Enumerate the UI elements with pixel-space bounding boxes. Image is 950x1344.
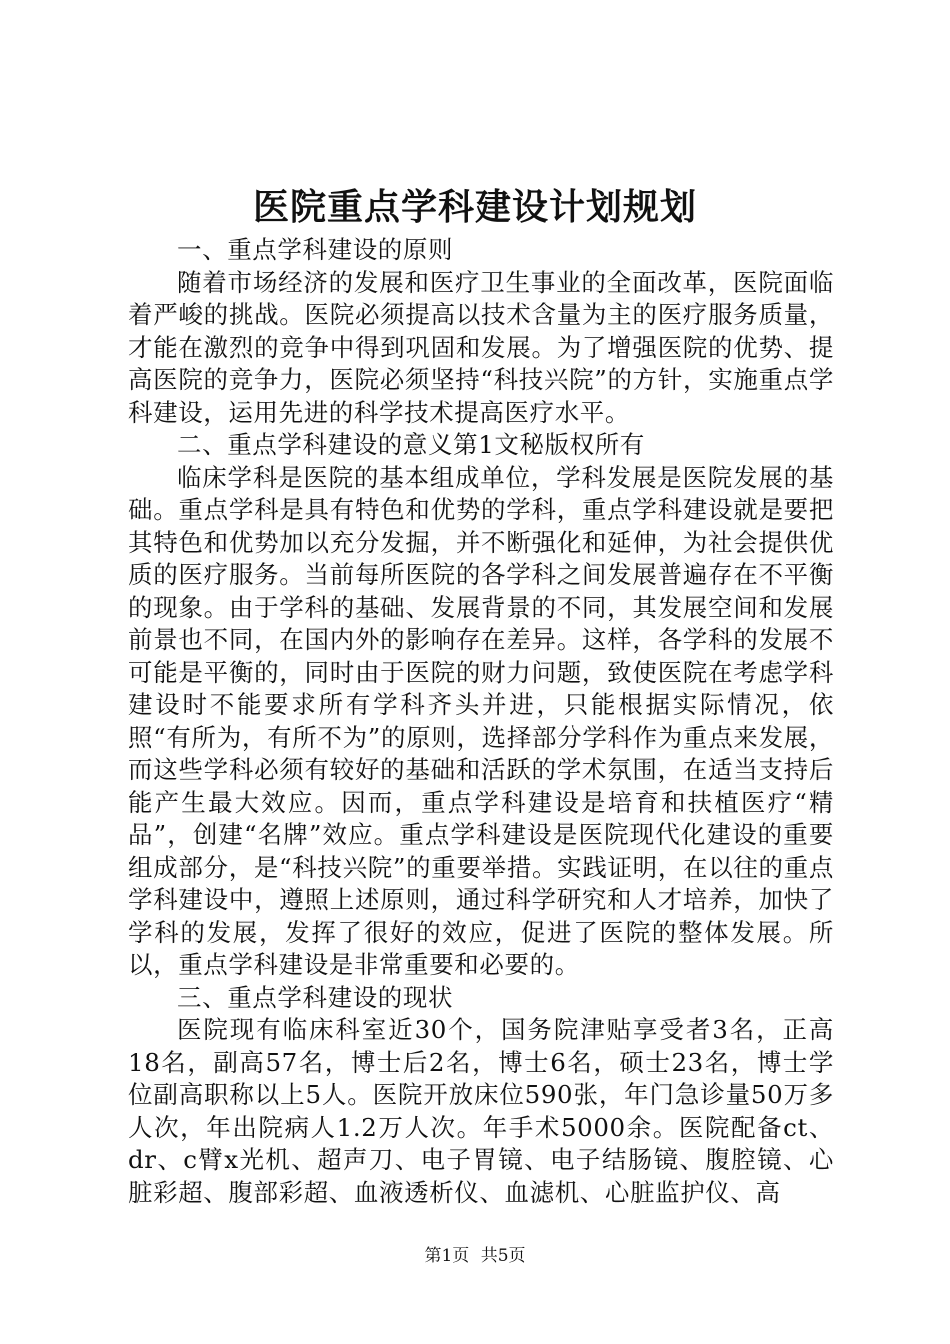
section-heading-3: 三、重点学科建设的现状	[177, 982, 454, 1012]
paragraph-1: 随着市场经济的发展和医疗卫生事业的全面改革，医院面临着严峻的挑战。医院必须提高以技术含量为主的医疗服务质量，才能在激烈的竞争中得到巩固和发展。为了增强医院的优势、提高医院的竞争力，医院必须坚持“科技兴院”的方针，实施重点学科建设，运用先进的科学技术提高医疗水平。	[128, 267, 834, 427]
page-total: 共5页	[480, 1246, 526, 1266]
paragraph-3: 医院现有临床科室近30个，国务院津贴享受者3名，正高18名，副高57名，博士后2名，博士6名，硕士23名，博士学位副高职称以上5人。医院开放床位590张，年门急诊量50万多人次，年出院病人1.2万人次。年手术5000余。医院配备ct、dr、c臂x光机、超声刀、电子胃镜、电子结肠镜、腹腔镜、心脏彩超、腹部彩超、血液透析仪、血滤机、心脏监护仪、高	[128, 1015, 834, 1207]
page-number: 第1页	[424, 1246, 470, 1266]
page-footer	[0, 1244, 950, 1268]
section-heading-1: 一、重点学科建设的原则	[177, 235, 454, 264]
paragraph-2: 临床学科是医院的基本组成单位，学科发展是医院发展的基础。重点学科是具有特色和优势的学科，重点学科建设就是要把其特色和优势加以充分发掘，并不断强化和延伸，为社会提供优质的医疗服务。当前每所医院的各学科之间发展普遍存在不平衡的现象。由于学科的基础、发展背景的不同，其发展空间和发展前景也不同，在国内外的影响存在差异。这样，各学科的发展不可能是平衡的，同时由于医院的财力问题，致使医院在考虑学科建设时不能要求所有学科齐头并进，只能根据实际情况，依照“有所为，有所不为”的原则，选择部分学科作为重点来发展，而这些学科必须有较好的基础和活跃的学术氛围，在适当支持后能产生最大效应。因而，重点学科建设是培育和扶植医疗“精品”，创建“名牌”效应。重点学科建设是医院现代化建设的重要组成部分，是“科技兴院”的重要举措。实践证明，在以往的重点学科建设中，遵照上述原则，通过科学研究和人才培养，加快了学科的发展，发挥了很好的效应，促进了医院的整体发展。所以，重点学科建设是非常重要和必要的。	[128, 462, 834, 979]
document-title: 医院重点学科建设计划规划	[252, 187, 697, 228]
section-heading-2: 二、重点学科建设的意义第1文秘版权所有	[177, 430, 645, 459]
document-body	[128, 234, 834, 1209]
